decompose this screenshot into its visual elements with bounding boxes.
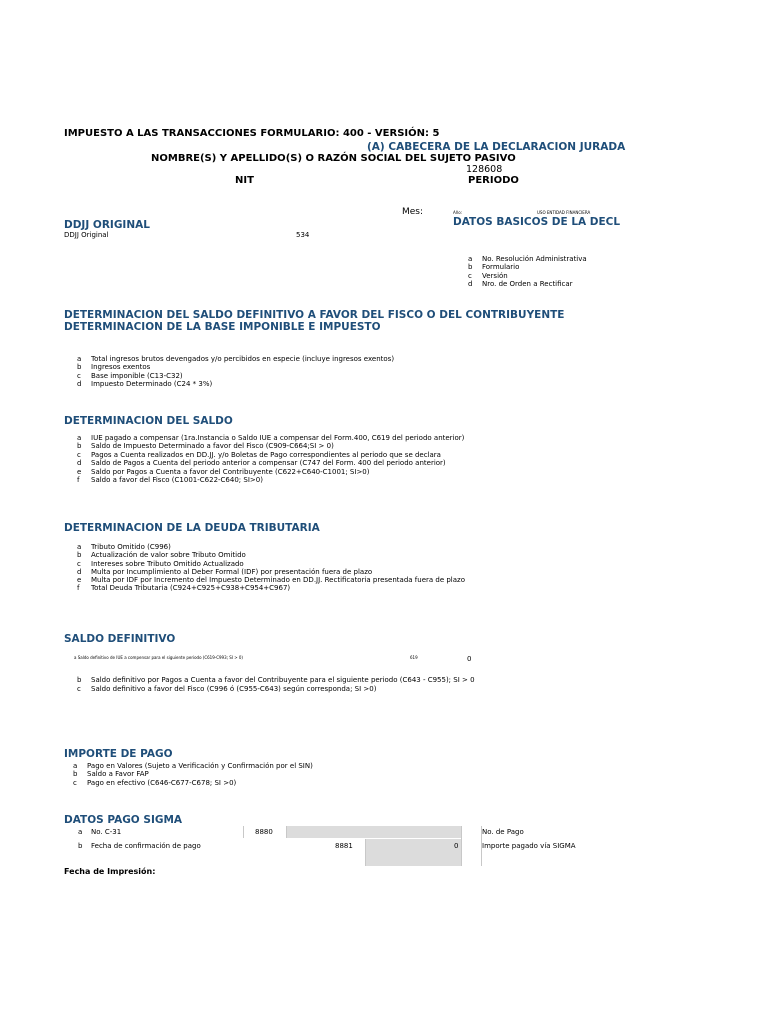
sigma-heading: DATOS PAGO SIGMA [64,814,183,826]
list-item: b Saldo definitivo por Pagos a Cuenta a favor del Contribuyente para el siguiente periodo (C643 - C955); SI > 0 [77,676,475,684]
mes-label: Mes: [402,207,424,217]
list-item: f Total Deuda Tributaria (C924+C925+C938+C954+C967) [77,584,291,593]
sigma-row-b-value: 0 [454,842,459,850]
list-item: d Multa por Incumplimiento al Deber Formal (IDF) por presentación fuera de plazo [77,567,373,576]
periodo-label: PERIODO [468,175,519,186]
saldo-definitivo-tiny-item: a Saldo definitivo de IUE a compensar para el siguiente periodo (C619-C993; SI > 0) [74,655,243,660]
cabecera-heading: (A) CABECERA DE LA DECLARACION JURADA [367,141,626,153]
list-item: b Ingresos exentos [77,363,151,372]
base-imponible-list [77,355,394,388]
list-item: a Total ingresos brutos devengados y/o percibidos en especie (incluye ingresos exentos) [77,355,395,363]
divider [365,839,366,866]
list-item: c Versión [468,271,508,280]
list-item: d Impuesto Determinado (C24 * 3%) [77,379,213,388]
form-title: IMPUESTO A LAS TRANSACCIONES FORMULARIO: 400 - VERSIÓN: 5 [64,128,440,139]
list-item: e Saldo por Pagos a Cuenta a favor del Contribuyente (C622+C640-C1001; SI>0) [77,467,370,476]
ddjj-heading: DDJJ ORIGINAL [64,219,150,231]
uso-label: USO ENTIDAD FINANCIERA [537,210,591,215]
saldo-definitivo-tiny-code: 619 [410,655,418,660]
saldo-definitivo-heading: SALDO DEFINITIVO [64,633,176,645]
saldo-definitivo-tiny-value: 0 [467,655,472,663]
saldo-definitivo-list [77,676,475,693]
sigma-row-b-code: 8881 [335,842,353,850]
divider [243,826,244,838]
deuda-list [77,543,465,593]
datos-basicos-heading: DATOS BASICOS DE LA DECL [453,216,621,228]
anio-label: Año: [453,210,463,215]
base-imponible-heading: DETERMINACION DE LA BASE IMPONIBLE E IMPUESTO [64,321,381,333]
list-item: f Saldo a favor del Fisco (C1001-C622-C640; SI>0) [77,476,263,485]
saldo-heading: DETERMINACION DEL SALDO [64,415,233,427]
list-item: b Saldo de Impuesto Determinado a favor del Fisco (C909-C664;SI > 0) [77,442,334,451]
ddjj-code: 534 [296,231,310,239]
datos-basicos-list [468,255,587,288]
list-item: a No. Resolución Administrativa [468,255,587,263]
divider [461,826,462,866]
sigma-row-b-label: Fecha de confirmación de pago [91,842,201,850]
nit-label: NIT [235,175,254,186]
divider [286,826,287,838]
list-item: d Saldo de Pagos a Cuenta del periodo anterior a compensar (C747 del Form. 400 del periodo anterior) [77,459,446,468]
c31-field[interactable] [287,826,461,838]
importe-sigma-field[interactable] [366,839,461,866]
list-item: c Pago en efectivo (C646-C677-C678; SI >0) [73,778,237,787]
number-value: 128608 [466,164,503,175]
list-item: d Nro. de Orden a Rectificar [468,279,573,288]
list-item: b Formulario [468,263,520,272]
importe-list [73,762,313,787]
importe-heading: IMPORTE DE PAGO [64,748,173,760]
determinacion-heading: DETERMINACION DEL SALDO DEFINITIVO A FAVOR DEL FISCO O DEL CONTRIBUYENTE [64,309,565,321]
fecha-impresion-label: Fecha de Impresión: [64,867,156,876]
sigma-row-a-label: No. C-31 [91,828,122,836]
deuda-heading: DETERMINACION DE LA DEUDA TRIBUTARIA [64,522,320,534]
list-item: c Saldo definitivo a favor del Fisco (C996 ó (C955-C643) según corresponda; SI >0) [77,684,377,693]
sigma-row-b-letter: b [78,842,83,850]
list-item: a Pago en Valores (Sujeto a Verificación y Confirmación por el SIN) [73,762,313,770]
list-item: a Tributo Omitido (C996) [77,543,171,551]
ddjj-label: DDJJ Original [64,231,109,239]
list-item: e Multa por IDF por Incremento del Impuesto Determinado en DD.JJ. Rectificatoria presentada fuera de plazo [77,576,465,585]
no-pago-label: No. de Pago [482,828,524,836]
sigma-row-a-letter: a [78,828,83,836]
list-item: c Pagos a Cuenta realizados en DD.JJ. y/o Boletas de Pago correspondientes al periodo que se declara [77,450,441,459]
saldo-list [77,434,464,484]
list-item: b Saldo a Favor FAP [73,770,149,779]
list-item: c Intereses sobre Tributo Omitido Actualizado [77,559,244,568]
list-item: b Actualización de valor sobre Tributo Omitido [77,551,246,560]
list-item: c Base imponible (C13-C32) [77,371,183,380]
sigma-row-a-code: 8880 [255,828,273,836]
list-item: a IUE pagado a compensar (1ra.Instancia o Saldo IUE a compensar del Form.400, C619 del periodo anterior) [77,434,465,442]
importe-sigma-label: Importe pagado vía SIGMA [482,842,576,850]
nombre-label: NOMBRE(S) Y APELLIDO(S) O RAZÓN SOCIAL DEL SUJETO PASIVO [151,153,516,164]
